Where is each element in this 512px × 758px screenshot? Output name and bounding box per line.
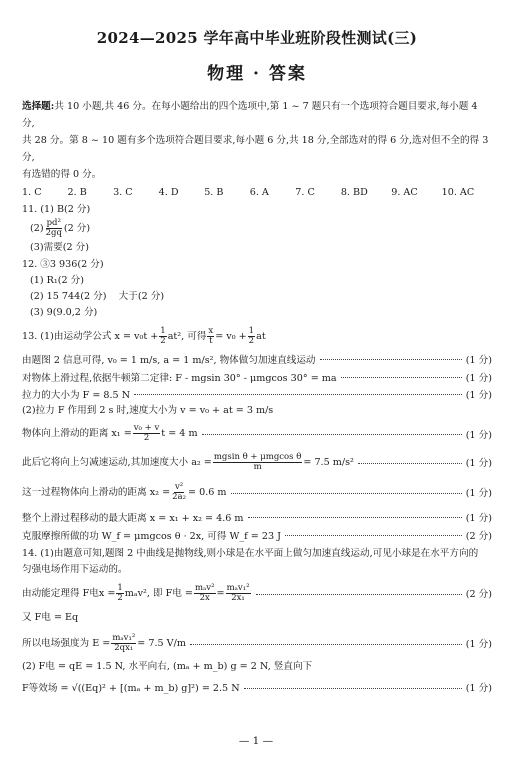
q14-line-2: 匀强电场作用下运动的。 <box>22 564 128 575</box>
instructions-text-3: 有选错的得 0 分。 <box>22 169 102 180</box>
score: (1 分) <box>465 372 492 384</box>
q13-line-1: 13. (1)由运动学公式 x = v₀t + $\frac{1}{2}$ at², 可得 $\frac{x}{t}$ = v₀ + $\frac{1}{2}$ at <box>22 326 266 346</box>
score: (1 分) <box>465 512 492 524</box>
choice-answer: 6. A <box>249 187 269 198</box>
choice-instructions <box>22 98 492 183</box>
q14-line-1: 14. (1)由题意可知,题图 2 中曲线是抛物线,则小球是在水平面上做匀加速直线运动,可见小球是在水平方向的 <box>22 548 479 559</box>
q14-line-3: 由动能定理得 F电x = $\frac{1}{2}$ mₐv², 即 F电 = $\frac{\text{mₐv²}}{2x}$ = $\frac{\text{mₐv₁²}}{\text{2x₁}}$ (2 分) <box>22 582 492 603</box>
q13-line-4: 拉力的大小为 F = 8.5 N (1 分) <box>22 385 492 402</box>
choice-answer: 2. B <box>67 187 87 198</box>
instructions-text-1: 共 10 小题,共 46 分。在每小题给出的四个选项中,第 1 ~ 7 题只有一个选项符合题目要求,每小题 4 分, <box>22 101 478 129</box>
exam-title: 2024—2025 学年高中毕业班阶段性测试(三) <box>96 29 418 47</box>
q11-line-2: (2) $\frac{\text{pd²}}{2gq}$ (2 分) <box>30 218 91 238</box>
instructions-lead: 选择题: <box>22 101 55 112</box>
choice-answer: 9. AC <box>391 187 418 198</box>
q13-line-6: 物体向上滑动的距离 x₁ = $\frac{\text{v₀ + v}}{2}$ t = 4 m (1 分) <box>22 423 492 443</box>
q13-line-3: 对物体上滑过程,依据牛顿第二定律: F - mgsin 30° - μmgcos 30° = ma (1 分) <box>22 368 492 385</box>
score: (1 分) <box>465 639 492 650</box>
score: (1 分) <box>465 354 492 366</box>
q13-line-2: 由题图 2 信息可得, v₀ = 1 m/s, a = 1 m/s², 物体做匀加速直线运动 (1 分) <box>22 349 492 368</box>
instructions-text-2: 共 28 分。第 8 ~ 10 题有多个选项符合题目要求,每小题 6 分,共 18 分,全部选对的得 6 分,选对但不全的得 3 分, <box>22 135 489 163</box>
exam-subtitle: 物理 · 答案 <box>207 64 307 84</box>
question-13 <box>22 325 492 543</box>
score: (2 分) <box>465 530 492 542</box>
score: (1 分) <box>465 458 492 469</box>
choice-answer: 4. D <box>158 187 179 198</box>
choice-answer: 3. C <box>113 187 133 198</box>
question-14 <box>22 546 492 698</box>
choice-answer-list <box>22 187 492 198</box>
q11-line-3: (3)需要(2 分) <box>30 242 90 253</box>
score: (1 分) <box>465 429 492 441</box>
q14-line-5: 所以电场强度为 E = $\frac{\text{mₐv₁²}}{\text{2qx₁}}$ = 7.5 V/m (1 分) <box>22 632 492 653</box>
page-number: — 1 — <box>238 735 274 747</box>
score: (2 分) <box>465 589 492 600</box>
q12-line-3: (2) 15 744(2 分) 大于(2 分) <box>30 291 165 302</box>
q14-line-6: (2) F电 = qE = 1.5 N, 水平向右, (mₐ + m_b) g = 2 N, 竖直向下 <box>22 661 313 672</box>
score: (1 分) <box>465 389 492 401</box>
q11-fraction: $\frac{\text{pd²}}{2gq}$ <box>45 218 62 238</box>
q13-line-7: 此后它将向上匀减速运动,其加速度大小 a₂ = $\frac{\text{mgsin θ + μmgcos θ}}{m}$ = 7.5 m/s² (1 分) <box>22 451 492 472</box>
q11-line-1: 11. (1) B(2 分) <box>22 204 91 215</box>
question-12 <box>22 257 492 321</box>
q13-line-8: 这一过程物体向上滑动的距离 x₂ = $\frac{\text{v²}}{\text{2a₂}}$ = 0.6 m (1 分) <box>22 481 492 502</box>
q12-line-2: (1) R₁(2 分) <box>30 275 84 286</box>
score: (1 分) <box>465 683 492 694</box>
q12-line-4: (3) 9(9.0,2 分) <box>30 307 98 318</box>
choice-answer: 5. B <box>204 187 224 198</box>
q13-line-9: 整个上滑过程移动的最大距离 x = x₁ + x₂ = 4.6 m (1 分) <box>22 507 492 526</box>
q14-line-4: 又 F电 = Eq <box>22 612 79 623</box>
q12-line-1: 12. ③3 936(2 分) <box>22 259 104 270</box>
q13-line-10: 克服摩擦所做的功 W_f = μmgcos θ · 2x, 可得 W_f = 23 J (2 分) <box>22 526 492 543</box>
choice-answer: 10. AC <box>441 187 475 198</box>
score: (1 分) <box>465 488 492 499</box>
choice-answer: 7. C <box>295 187 315 198</box>
choice-answer: 1. C <box>22 187 42 198</box>
question-11 <box>22 202 492 256</box>
q14-line-7: F等效场 = √((Eq)² + [(mₐ + m_b) g]²) = 2.5 N (1 分) <box>22 676 492 698</box>
choice-answer: 8. BD <box>340 187 368 198</box>
q13-line-5: (2)拉力 F 作用到 2 s 时,速度大小为 v = v₀ + at = 3 m/s <box>22 405 274 416</box>
